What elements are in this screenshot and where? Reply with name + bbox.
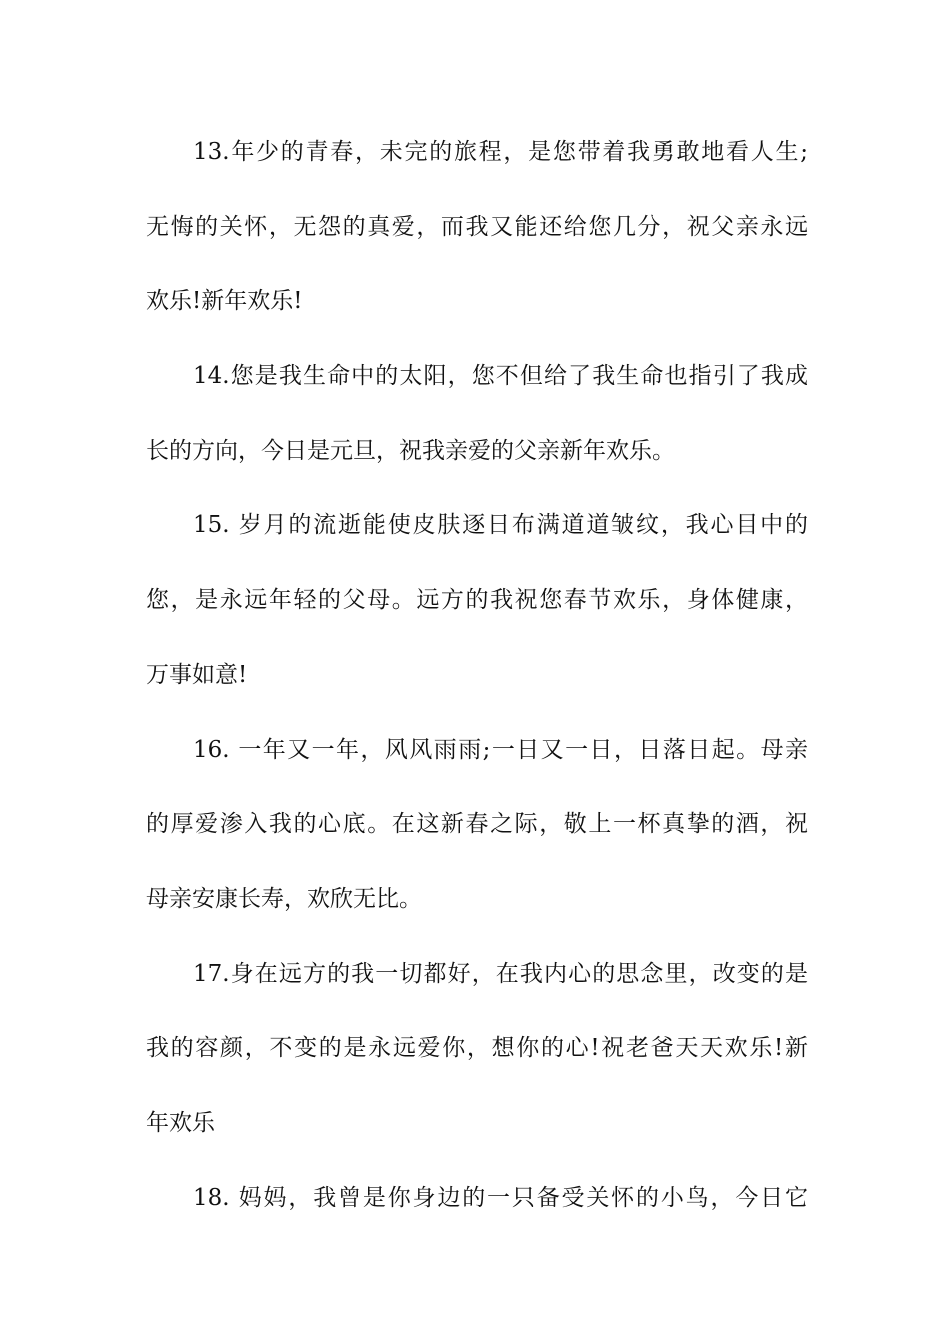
- paragraph-13: [146, 120, 808, 344]
- text-line: 18. 妈妈，我曾是你身边的一只备受关怀的小鸟，今日它: [193, 1184, 808, 1211]
- text-line: 14.您是我生命中的太阳，您不但给了我生命也指引了我成: [193, 363, 808, 390]
- paragraph-18: [146, 1166, 808, 1241]
- text-line: 16. 一年又一年，风风雨雨;一日又一日，日落日起。母亲: [193, 736, 808, 763]
- text-line: 17.身在远方的我一切都好，在我内心的思念里，改变的是: [193, 960, 808, 987]
- text-line: 欢乐!新年欢乐!: [146, 288, 303, 315]
- paragraph-15: [146, 493, 808, 717]
- paragraph-17: [146, 942, 808, 1166]
- text-line: 我的容颜，不变的是永远爱你，想你的心!祝老爸天天欢乐!新: [146, 1035, 808, 1062]
- paragraph-16: [146, 718, 808, 942]
- text-line: 您，是永远年轻的父母。远方的我祝您春节欢乐，身体健康，: [146, 587, 808, 614]
- text-line: 长的方向，今日是元旦，祝我亲爱的父亲新年欢乐。: [146, 437, 675, 464]
- text-line: 年欢乐: [146, 1109, 215, 1136]
- text-line: 无悔的关怀，无怨的真爱，而我又能还给您几分，祝父亲永远: [146, 213, 808, 240]
- text-line: 15. 岁月的流逝能使皮肤逐日布满道道皱纹，我心目中的: [193, 512, 808, 539]
- text-line: 万事如意!: [146, 661, 248, 688]
- text-line: 13.年少的青春，未完的旅程，是您带着我勇敢地看人生;: [193, 139, 808, 165]
- text-line: 母亲安康长寿，欢欣无比。: [146, 885, 422, 912]
- text-line: 的厚爱渗入我的心底。在这新春之际，敬上一杯真挚的酒，祝: [146, 811, 808, 838]
- paragraph-14: [146, 344, 808, 493]
- document-body: [146, 120, 808, 1240]
